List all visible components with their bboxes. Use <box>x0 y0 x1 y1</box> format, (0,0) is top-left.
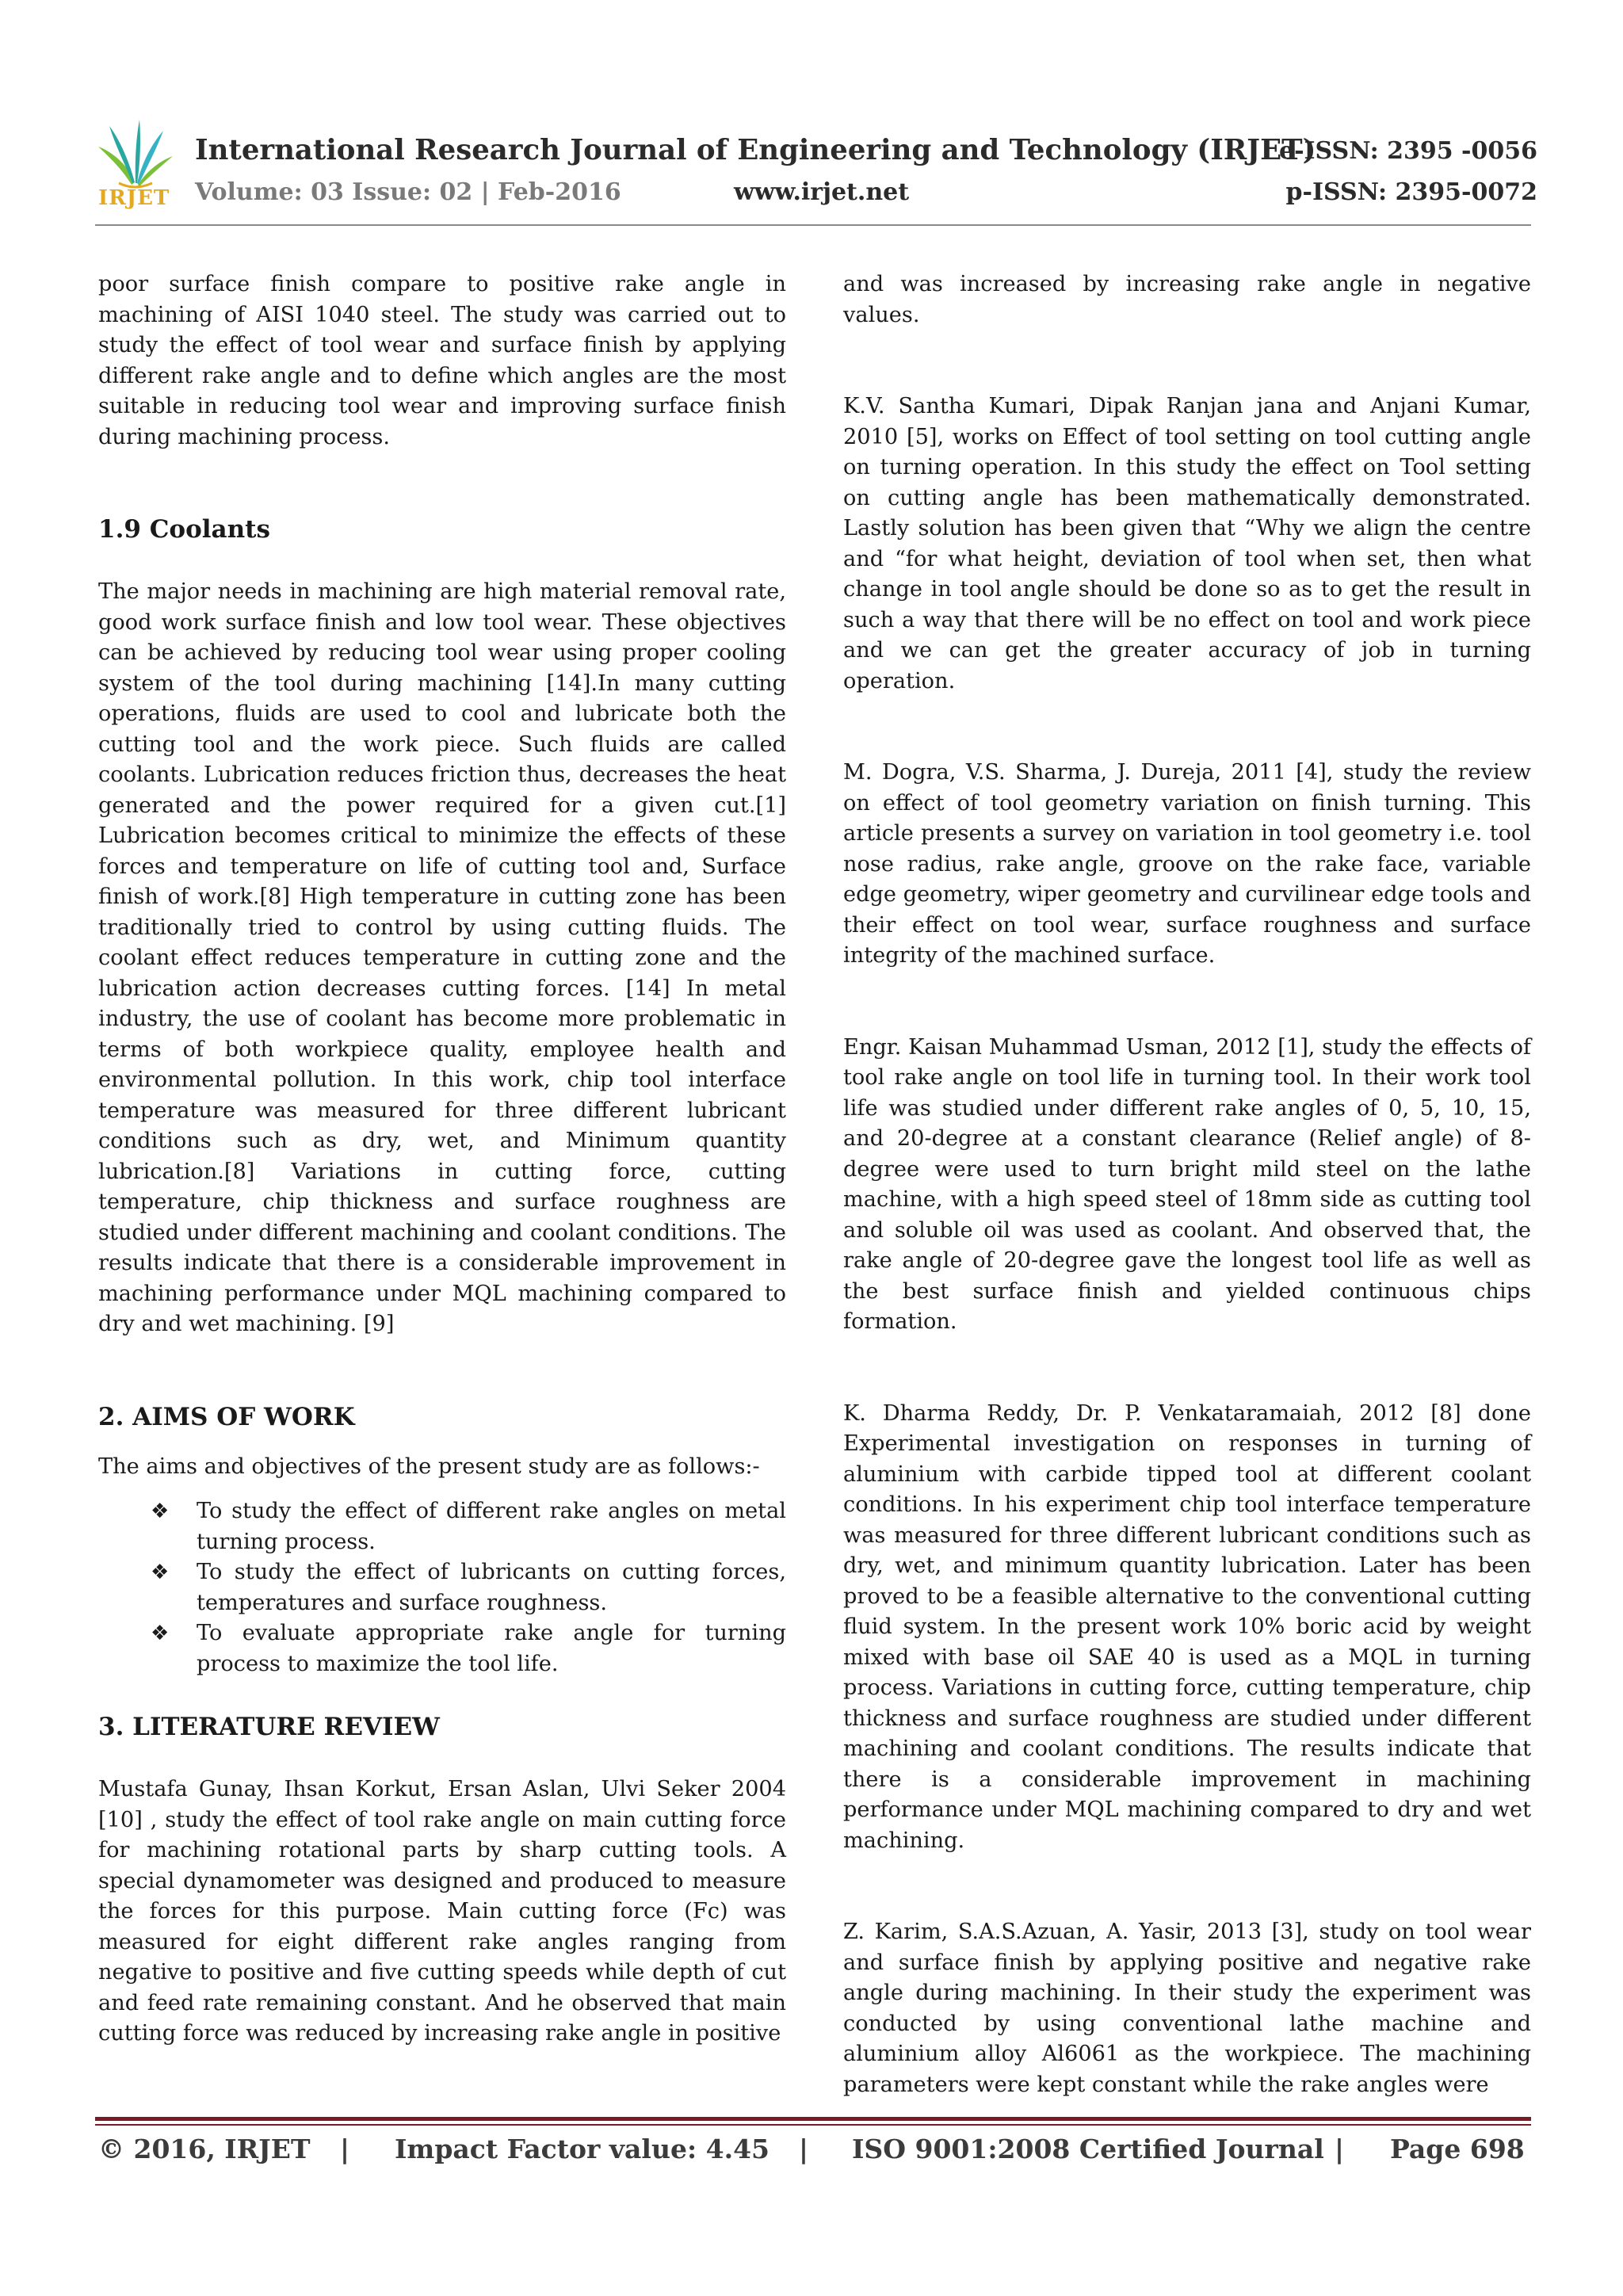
usman-paragraph: Engr. Kaisan Muhammad Usman, 2012 [1], study the effects of tool rake angle on tool life in turning tool. In their work tool life was studied under different rake angles of 0, 5, 10, 15, and 20-degree at a constant clearance (Relief angle) of 8-degree were used to turn bright mild steel on the lathe machine, with a high speed steel of 18mm side as cutting tool and soluble oil was used as coolant. And observed that, the rake angle of 20-degree gave the longest tool life as well as the best surface finish and yielded continuous chips formation. <box>843 1034 1531 1334</box>
intro-paragraph: poor surface finish compare to positive rake angle in machining of AISI 1040 steel. The study was carried out to study the effect of tool wear and surface finish by applying different rake angle and to define which angles are the most suitable in reducing tool wear and improving surface finish during machining process. <box>98 272 786 449</box>
header-divider <box>95 224 1531 226</box>
footer-page-number: Page 698 <box>1390 2134 1525 2164</box>
aims-item: ❖ To evaluate appropriate rake angle for turning process to maximize the tool life. <box>98 1618 786 1679</box>
volume-issue: Volume: 03 Issue: 02 | Feb-2016 <box>195 178 621 206</box>
aims-item: ❖ To study the effect of lubricants on cutting forces, temperatures and surface roughness. <box>98 1557 786 1618</box>
p-issn: p-ISSN: 2395-0072 <box>1285 178 1537 206</box>
journal-website-link[interactable]: www.irjet.net <box>734 178 910 206</box>
footer-rule-thin <box>95 2124 1531 2126</box>
footer-iso: ISO 9001:2008 Certified Journal <box>852 2134 1324 2164</box>
footer-rule-thick <box>95 2117 1531 2121</box>
right-column <box>843 269 1531 2100</box>
dogra-paragraph: M. Dogra, V.S. Sharma, J. Dureja, 2011 [4], study the review on effect of tool geometry variation on finish turning. This article presents a survey on variation in tool geometry i.e. tool nose radius, rake angle, groove on the rake face, variable edge geometry, wiper geometry and curvilinear edge tools and their effect on tool wear, surface roughness and surface integrity of the machined surface. <box>843 760 1531 968</box>
coolants-paragraph: The major needs in machining are high material removal rate, good work surface finish and low tool wear. These objectives can be achieved by reducing tool wear using proper cooling system of the tool during machining [14].In many cutting operations, fluids are used to cool and lubricate both the cutting tool and the work piece. Such fluids are called coolants. Lubrication reduces friction thus, decreases the heat generated and the power required for a given cut.[1] Lubrication becomes critical to minimize the effects of these forces and temperature on life of cutting tool and, Surface finish of work.[8] High temperature in cutting zone has been traditionally tried to control by using cutting fluids. The coolant effect reduces temperature in cutting zone and the lubrication action decreases cutting forces. [14] In metal industry, the use of coolant has become more problematic in terms of both workpiece quality, employee health and environmental pollution. In this work, chip tool interface temperature was measured for three different lubricant conditions such as dry, wet, and Minimum quantity lubrication.[8] Variations in cutting force, cutting temperature, chip thickness and surface roughness are studied under different machining and coolant conditions. The results indicate that there is a considerable improvement in machining performance under MQL machining compared to dry and wet machining. [9] <box>98 579 786 1336</box>
footer-separator: | <box>1335 2134 1345 2164</box>
footer-separator: | <box>799 2134 809 2164</box>
e-issn: e-ISSN: 2395 -0056 <box>1278 137 1537 165</box>
page-header <box>95 115 1537 226</box>
left-column <box>98 269 786 2050</box>
diamond-bullet-icon: ❖ <box>151 1561 170 1584</box>
page-footer <box>98 2134 1533 2173</box>
footer-separator: | <box>340 2134 350 2164</box>
reddy-paragraph: K. Dharma Reddy, Dr. P. Venkataramaiah, 2012 [8] done Experimental investigation on responses in turning of aluminium with carbide tipped tool at different coolant conditions. In his experiment chip tool interface temperature was measured for three different lubricant conditions such as dry, wet, and minimum quantity lubrication. Later has been proved to be a feasible alternative to the conventional cutting fluid system. In the present work 10% boric acid by weight mixed with base oil SAE 40 is used as a MQL in turning process. Variations in cutting force, cutting temperature, chip thickness and surface roughness are studied under different machining and coolant conditions. The results indicate that there is a considerable improvement in machining performance under MQL machining compared to dry and wet machining. <box>843 1400 1531 1853</box>
diamond-bullet-icon: ❖ <box>151 1622 170 1645</box>
aims-item: ❖ To study the effect of different rake angles on metal turning process. <box>98 1496 786 1557</box>
footer-copyright: © 2016, IRJET <box>98 2134 311 2164</box>
aims-list <box>98 1496 786 1679</box>
logo-text: IRJET <box>98 186 170 210</box>
aims-intro: The aims and objectives of the present study are as follows:- <box>98 1454 760 1479</box>
footer-impact-factor: Impact Factor value: 4.45 <box>395 2134 769 2164</box>
aims-heading: 2. AIMS OF WORK <box>98 1402 355 1431</box>
journal-title: International Research Journal of Engineering and Technology (IRJET) <box>195 134 1316 166</box>
continuation-paragraph: and was increased by increasing rake angle in negative values. <box>843 272 1531 327</box>
diamond-bullet-icon: ❖ <box>151 1499 170 1523</box>
coolants-heading: 1.9 Coolants <box>98 515 270 544</box>
gunay-paragraph: Mustafa Gunay, Ihsan Korkut, Ersan Aslan, Ulvi Seker 2004 [10] , study the effect of tool rake angle on main cutting force for machining rotational parts by sharp cutting tools. A special dynamometer was designed and produced to measure the forces for this purpose. Main cutting force (Fc) was measured for eight different rake angles ranging from negative to positive and five cutting speeds while depth of cut and feed rate remaining constant. And he observed that main cutting force was reduced by increasing rake angle in positive <box>98 1777 786 2046</box>
santha-paragraph: K.V. Santha Kumari, Dipak Ranjan jana and Anjani Kumar, 2010 [5], works on Effect of tool setting on tool cutting angle on turning operation. In this study the effect on Tool setting on cutting angle has been mathematically demonstrated. Lastly solution has been given that “Why we align the centre and “for what height, deviation of tool when set, then what change in tool angle should be done so as to get the result in such a way that there will be no effect on tool and work piece and we can get the greater accuracy of job in turning operation. <box>843 394 1531 693</box>
karim-paragraph: Z. Karim, S.A.S.Azuan, A. Yasir, 2013 [3], study on tool wear and surface finish by applying positive and negative rake angle during machining. In their study the experiment was conducted by using conventional lathe machine and aluminium alloy Al6061 as the workpiece. The machining parameters were kept constant while the rake angles were <box>843 1920 1531 2097</box>
literature-heading: 3. LITERATURE REVIEW <box>98 1713 440 1741</box>
